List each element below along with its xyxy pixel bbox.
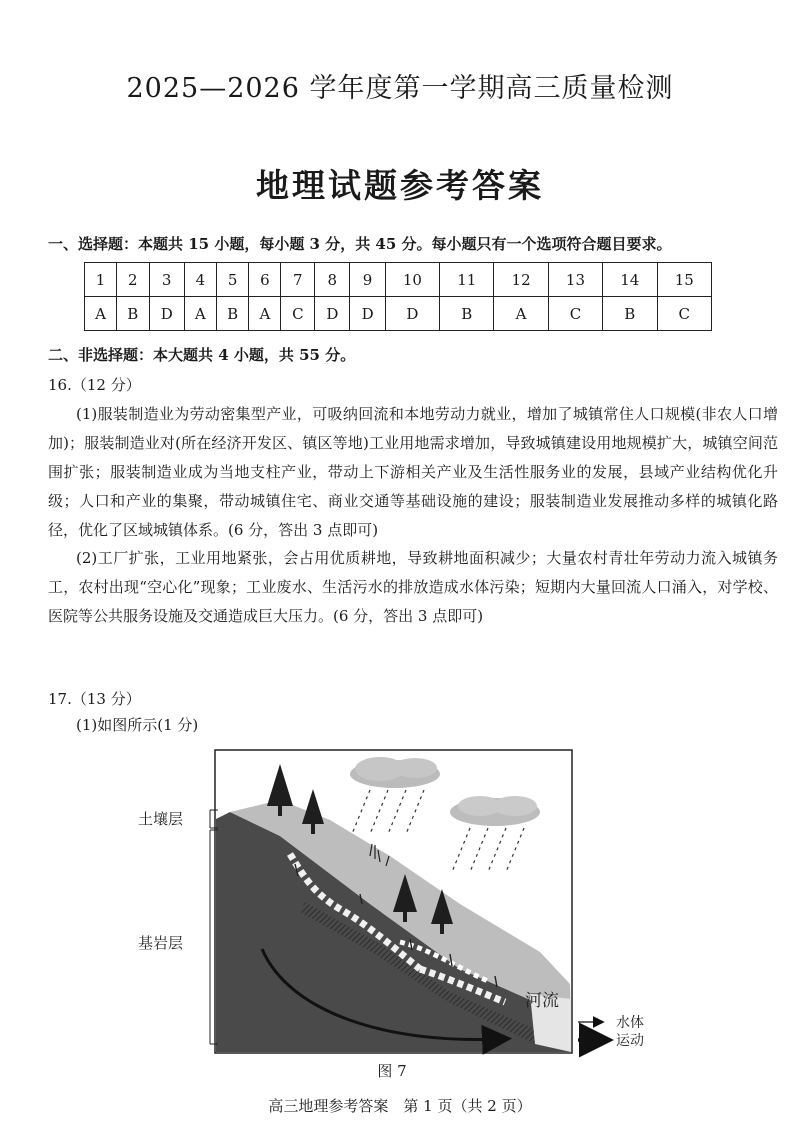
question-number: 10 [385, 263, 439, 297]
answer-table-number-row [85, 263, 712, 297]
answer-cell: B [216, 297, 249, 331]
question-number: 4 [184, 263, 216, 297]
question-number: 5 [216, 263, 249, 297]
answer-cell: A [85, 297, 117, 331]
answer-cell: B [603, 297, 657, 331]
section-2-heading: 二、非选择题：本大题共 4 小题，共 55 分。 [48, 346, 356, 364]
answer-cell: C [548, 297, 602, 331]
question-number: 11 [440, 263, 494, 297]
answer-cell: A [184, 297, 216, 331]
answer-cell: A [494, 297, 548, 331]
answer-table [84, 262, 712, 331]
question-17-answer-1: (1)如图所示(1 分) [76, 716, 199, 734]
question-number: 9 [350, 263, 385, 297]
answer-cell: D [315, 297, 350, 331]
motion-legend-label: 运动 [616, 1033, 644, 1049]
question-number: 6 [249, 263, 281, 297]
question-number: 7 [281, 263, 315, 297]
bedrock-layer-label: 基岩层 [138, 934, 184, 952]
document-title: 地理试题参考答案 [256, 166, 544, 205]
answer-cell: A [249, 297, 281, 331]
river-label: 河流 [525, 991, 559, 1011]
soil-layer-label: 土壤层 [138, 810, 184, 828]
answer-cell: D [350, 297, 385, 331]
answer-cell: D [385, 297, 439, 331]
question-17-heading: 17.（13 分） [48, 690, 141, 708]
section-1-heading: 一、选择题：本题共 15 小题，每小题 3 分，共 45 分。每小题只有一个选项符合题目要求。 [48, 235, 672, 253]
question-number: 1 [85, 263, 117, 297]
question-16-answer-1: (1)服装制造业为劳动密集型产业，可吸纳回流和本地劳动力就业，增加了城镇常住人口规模(非农人口增加)；服装制造业对(所在经济开发区、镇区等地)工业用地需求增加，导致城镇建设用地规模扩大，城镇空间范围扩张；服装制造业成为当地支柱产业，带动上下游相关产业及生活性服务业的发展，县域产业结构优化升级；人口和产业的集聚，带动城镇住宅、商业交通等基础设施的建设；服装制造业发展推动多样的城镇化路径，优化了区域城镇体系。(6 分，答出 3 点即可) [48, 405, 778, 539]
question-number: 12 [494, 263, 548, 297]
question-number: 3 [149, 263, 184, 297]
answer-cell: B [440, 297, 494, 331]
page-footer: 高三地理参考答案 第 1 页（共 2 页） [268, 1097, 532, 1115]
question-16-answer-2: (2)工厂扩张，工业用地紧张，会占用优质耕地，导致耕地面积减少；大量农村青壮年劳动力流入城镇务工，农村出现“空心化”现象；工业废水、生活污水的排放造成水体污染；短期内大量回流人口涌入，对学校、医院等公共服务设施及交通造成巨大压力。(6 分，答出 3 点即可) [48, 549, 778, 625]
question-16-heading: 16.（12 分） [48, 376, 141, 394]
question-number: 8 [315, 263, 350, 297]
exam-title: 2025—2026 学年度第一学期高三质量检测 [126, 73, 674, 104]
answer-cell: C [281, 297, 315, 331]
question-number: 15 [657, 263, 712, 297]
figure-caption: 图 7 [377, 1062, 407, 1080]
answer-cell: D [149, 297, 184, 331]
water-legend-label: 水体 [616, 1015, 644, 1031]
answer-cell: B [117, 297, 150, 331]
question-number: 2 [117, 263, 150, 297]
figure-7-diagram [130, 744, 690, 1089]
answer-table-answer-row [85, 297, 712, 331]
question-number: 13 [548, 263, 602, 297]
answer-cell: C [657, 297, 712, 331]
question-number: 14 [603, 263, 657, 297]
